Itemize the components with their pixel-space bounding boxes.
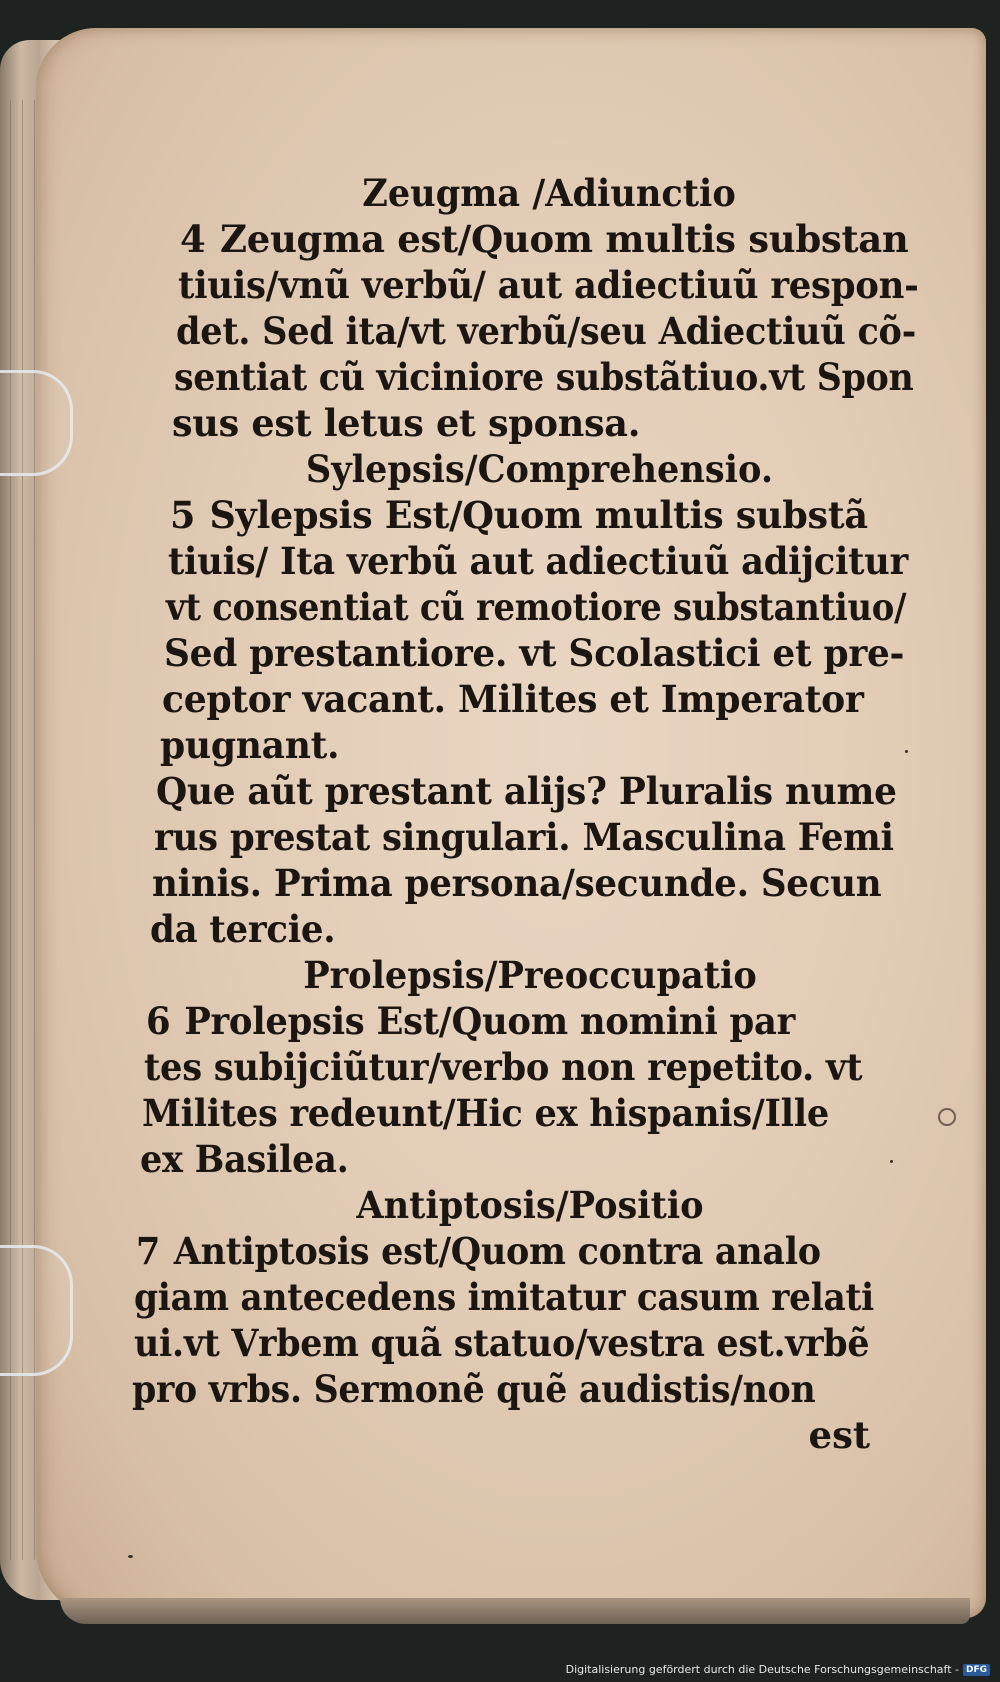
line-text: Zeugma est/Quom multis substan (220, 217, 909, 261)
paper-hole (938, 1108, 956, 1126)
text-line (146, 998, 886, 1044)
text-line: vt consentiat cũ remotiore substantiuo/ (166, 585, 907, 629)
line-text: Prolepsis Est/Quom nomini par (184, 999, 795, 1043)
digitization-credit (566, 1663, 990, 1676)
heading-zeugma: Zeugma /Adiunctio (362, 171, 736, 215)
text-line: sentiat cũ viciniore substãtiuo.vt Spon (174, 355, 914, 399)
text-line: Sed prestantiore. vt Scolastici et pre- (164, 631, 905, 675)
text-line: rus prestat singulari. Masculina Femi (154, 815, 894, 859)
ink-fleck (128, 1555, 133, 1558)
text-line (180, 216, 920, 262)
text-line: pro vrbs. Sermonẽ quẽ audistis/non (132, 1367, 816, 1411)
page-bottom-edge (60, 1598, 970, 1624)
section-5 (140, 492, 920, 952)
page-clip-top (0, 370, 73, 476)
heading-antiptosis: Antiptosis/Positio (356, 1183, 704, 1227)
section-7 (132, 1228, 920, 1412)
text-line: giam antecedens imitatur casum relati (134, 1275, 874, 1319)
text-line: Que aũt prestant alijs? Pluralis nume (156, 769, 897, 813)
text-line: sus est letus et sponsa. (172, 401, 641, 445)
text-line: tiuis/vnũ verbũ/ aut adiectiuũ respon- (178, 263, 919, 307)
text-line: det. Sed ita/vt verbũ/seu Adiectiuũ cõ- (176, 309, 916, 353)
catchword: est (808, 1413, 870, 1457)
text-line: tes subijciũtur/verbo non repetito. vt (144, 1045, 863, 1089)
heading-prolepsis: Prolepsis/Preoccupatio (303, 953, 757, 997)
section-6 (140, 998, 920, 1182)
text-line: ex Basilea. (140, 1137, 349, 1181)
line-text: Sylepsis Est/Quom multis substã (209, 493, 868, 537)
page-clip-bottom (0, 1245, 73, 1376)
section-4 (140, 216, 920, 446)
text-line: pugnant. (160, 723, 340, 767)
heading-sylepsis: Sylepsis/Comprehensio. (305, 447, 774, 491)
text-line (136, 1228, 876, 1274)
section-number: 7 (136, 1229, 161, 1273)
section-number: 6 (146, 999, 171, 1043)
dfg-logo: DFG (963, 1664, 990, 1676)
line-text: Antiptosis est/Quom contra analo (173, 1229, 821, 1273)
page-text (132, 170, 920, 1458)
text-line: ceptor vacant. Milites et Imperator (162, 677, 864, 721)
section-number: 4 (180, 217, 206, 261)
text-line: ui.vt Vrbem quã statuo/vestra est.vrbẽ (134, 1321, 870, 1365)
credit-text: Digitalisierung gefördert durch die Deutsche Forschungsgemeinschaft - (565, 1663, 959, 1676)
text-line (170, 492, 910, 538)
text-line: da tercie. (150, 907, 336, 951)
text-line: Milites redeunt/Hic ex hispanis/Ille (142, 1091, 829, 1135)
text-line: ninis. Prima persona/secunde. Secun (152, 861, 882, 905)
section-number: 5 (170, 493, 196, 537)
text-line: tiuis/ Ita verbũ aut adiectiuũ adijcitur (168, 539, 908, 583)
